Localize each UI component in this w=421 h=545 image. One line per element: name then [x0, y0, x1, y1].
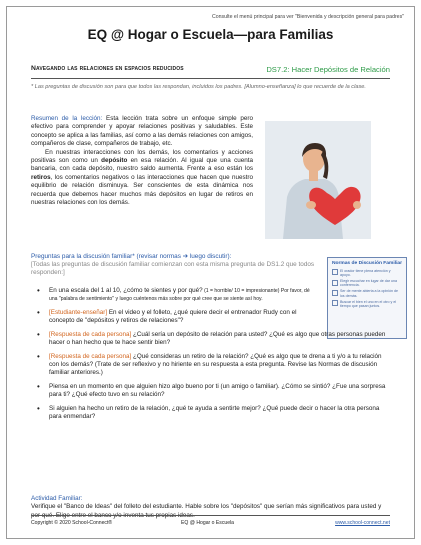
question-item: • [Estudiante-enseñar] En el video y el folleto, ¿qué quiere decir el entrenador Rudy con el concepto de "depósitos y retiros de relaciones"?	[49, 309, 311, 325]
person-holding-heart-image	[265, 121, 371, 239]
section-name: Navegando las relaciones en espacios reducidos	[31, 65, 184, 72]
question-item: • Si alguien ha hecho un retiro de la relación, ¿qué te ayuda a sentirte mejor? ¿Qué puede decir o hacer la otra persona para enmendar?	[49, 405, 390, 421]
discussion-questions-list	[49, 287, 390, 427]
page	[6, 6, 415, 539]
heart-illustration	[265, 121, 371, 239]
question-tag: [Estudiante-enseñar]	[49, 308, 108, 316]
discussion-questions-header	[31, 253, 321, 278]
section-divider	[31, 78, 390, 79]
checkbox-icon	[332, 269, 338, 275]
lesson-summary-label: Resumen de la lección:	[31, 115, 103, 122]
checkbox-icon	[332, 280, 338, 286]
top-note: Consulte el menú principal para ver "Bienvenida y descripción general para padres"	[212, 14, 404, 20]
question-item: • En una escala del 1 al 10, ¿cómo te sientes y por qué? (1 = horrible/ 10 = impresionante) Por favor, dé una "palabra de sentimiento" y luego cuéntenos más sobre por qué cree que se siente así hoy.	[49, 287, 311, 303]
question-item: • Piensa en un momento en que alguien hizo algo bueno por ti (un amigo o familiar). ¿Cómo se sintió? ¿Fue una sorpresa para ti? ¿Qué efecto tuvo en su relación?	[49, 383, 390, 399]
norm-item: Ser de mente abierta a la opinión de los demás.	[332, 289, 402, 298]
question-item: • [Respuesta de cada persona] ¿Cuál sería un depósito de relación para usted? ¿Qué es algo que otras personas pueden hacer o han hecho que te hace sentir bien?	[49, 331, 390, 347]
lesson-code: DS7.2: Hacer Depósitos de Relación	[266, 65, 390, 74]
norm-item: Elegir escuchar en lugar de dar una conferencia.	[332, 279, 402, 288]
question-tag: [Respuesta de cada persona]	[49, 330, 132, 338]
section-header	[31, 65, 390, 77]
footer-title: EQ @ Hogar o Escuela	[181, 520, 235, 526]
discussion-questions-title: Preguntas para la discusión familiar* (revisar normas ➔ luego discutir):	[31, 253, 232, 260]
copyright: Copyright © 2020 School-Connect®	[31, 520, 113, 526]
footer-divider	[31, 515, 390, 516]
question-item: • [Respuesta de cada persona] ¿Qué consideras un retiro de la relación? ¿Qué es algo que te drena a ti y/o a tu relación con los demás? (Trate de ser reflexivo y no hiriente en su respuesta a esta pregunta. Revise las Normas de discusión familiar anteriores.)	[49, 353, 390, 378]
page-title: EQ @ Hogar o Escuela—para Familias	[87, 27, 334, 42]
deposit-term: depósito	[101, 157, 128, 165]
norm-item: El orador tiene plena atención y apoyo.	[332, 269, 402, 278]
lesson-summary-text: Esta lección trata sobre un enfoque simple pero efectivo para comprender y apoyar relaciones positivas y saludables. Este concepto se aplica a las familias, así como a las demás relaciones con amigos, compañeros de clase, compañeros de trabajo, etc.	[31, 115, 253, 148]
family-activity-text: Verifique el "Banco de Ideas" del folleto del estudiante. Hable sobre los "depósitos" que serían más significativos para usted y	[31, 503, 382, 511]
lesson-summary	[31, 115, 253, 207]
footer	[31, 520, 390, 526]
discussion-questions-note: [Todas las preguntas de discusión familiar comienzan con esta misma pregunta de DS1.2 que todos responden:]	[31, 261, 315, 277]
family-activity	[31, 495, 390, 520]
norms-title: Normas de Discusión Familiar	[331, 261, 403, 266]
family-activity-title: Actividad Familiar:	[31, 495, 83, 502]
website-link[interactable]: www.school-connect.net	[335, 520, 390, 526]
question-tag: [Respuesta de cada persona]	[49, 352, 132, 360]
discussion-note: * Las preguntas de discusión son para que todos las respondan, incluidos los padres. [Alumno-enseñanza] lo que recuerde de la clase.	[31, 84, 366, 90]
norm-item: Buscar el bien el uno en el otro y el tiempo que pasan juntos.	[332, 300, 402, 309]
withdrawal-term: retiros	[31, 173, 51, 181]
lesson-paragraph-2: En nuestras interacciones con los demás, los comentarios y acciones positivas son como un depósito en esa relación. Al igual que una cuenta bancaria, con cada depósito, nuestro saldo aumenta. Frente a eso están los retiros, los comentarios negativos o las interacciones que hacen que nuestro equilibrio de relación disminuya. Ser conscientes de esta dinámica nos recuerda que debemos hacer muchos más depósitos en lugar de retiros en nuestras relaciones con los demás.	[31, 148, 253, 207]
